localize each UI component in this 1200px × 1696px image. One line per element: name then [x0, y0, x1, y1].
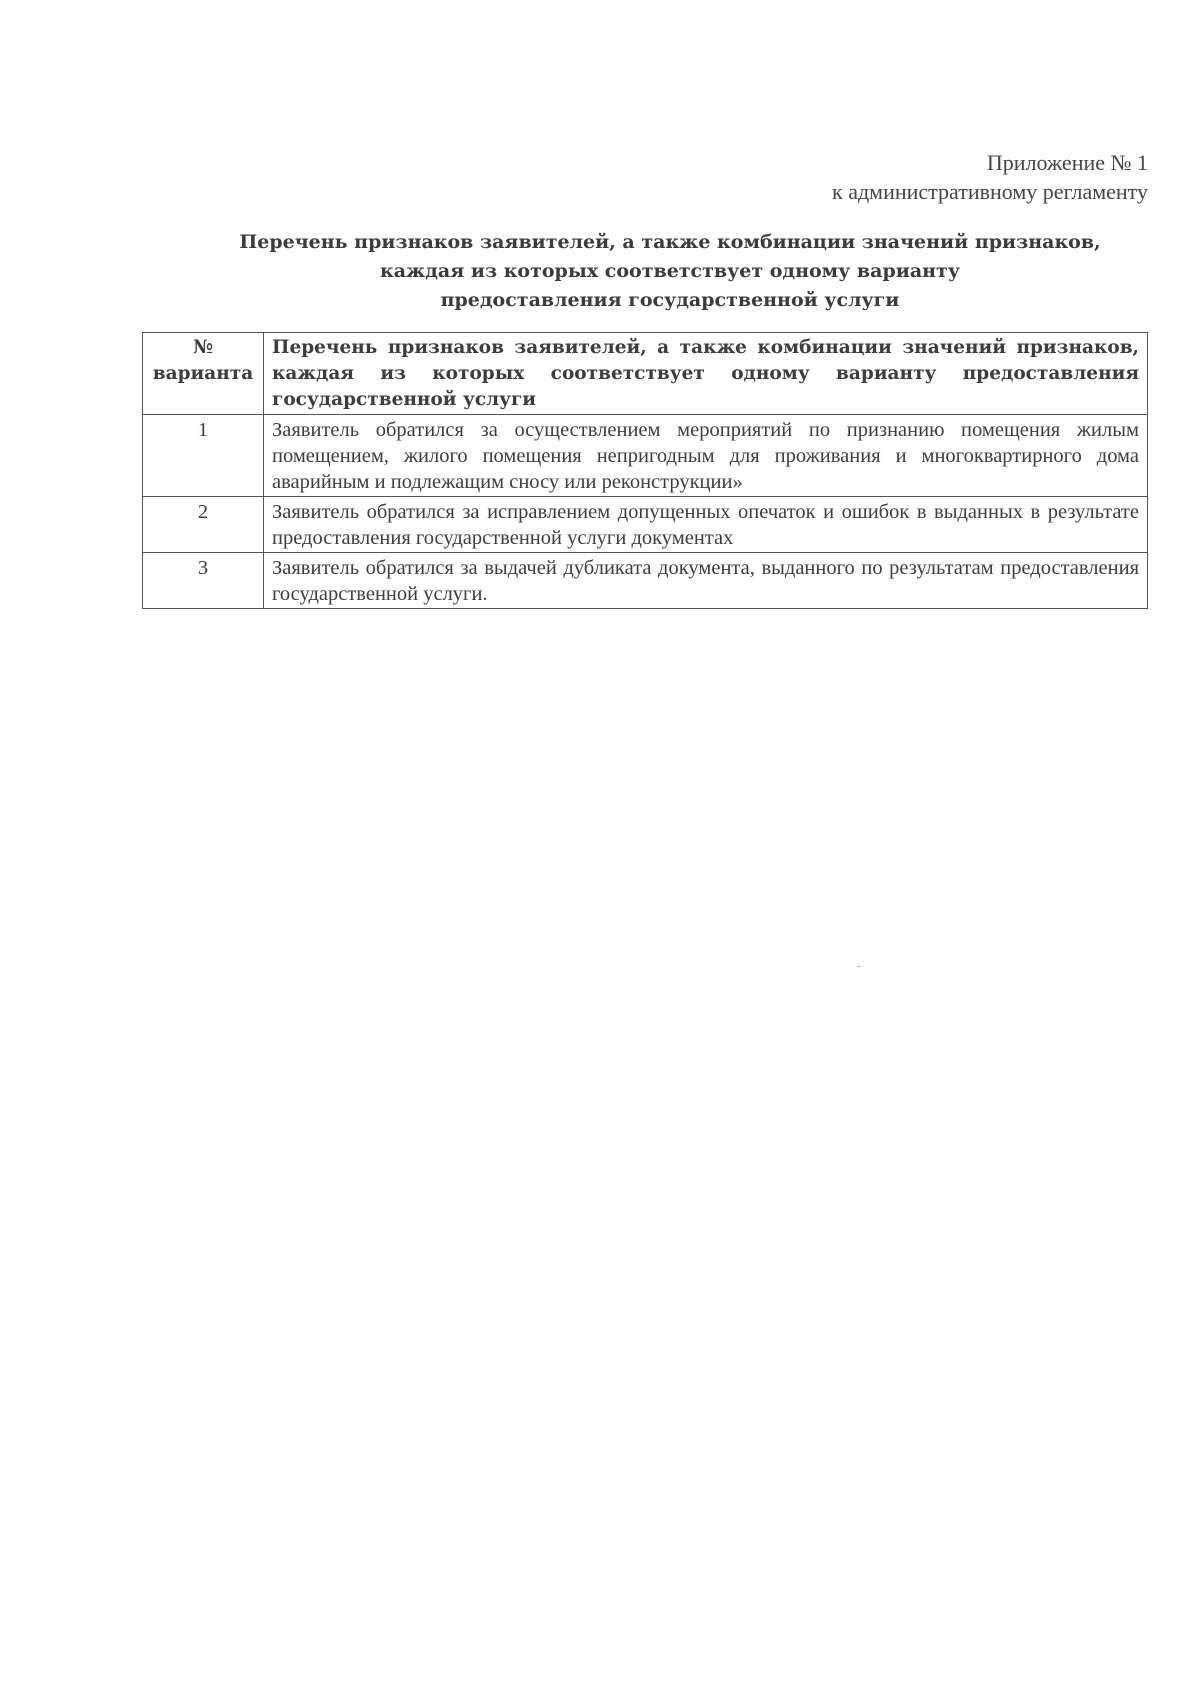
row-text: Заявитель обратился за осуществлением мероприятий по признанию помещения жилым помещением, жилого помещения непригодным для проживания и многоквартирного дома аварийным и подлежащим сносу или реконструкции»	[264, 415, 1148, 497]
scan-speck	[858, 966, 860, 967]
appendix-number: Приложение № 1	[986, 150, 1148, 175]
appendix-reference: к административному регламенту	[832, 179, 1148, 204]
row-text: Заявитель обратился за исправлением допущенных опечаток и ошибок в выданных в результате предоставления государственной услуги документах	[264, 497, 1148, 553]
table-row	[143, 553, 1148, 609]
header-variant-number	[143, 333, 264, 415]
header-criteria: Перечень признаков заявителей, а также комбинации значений признаков, каждая из которых соответствует одному варианту предоставления государственной услуги	[264, 333, 1148, 415]
header-num-word: варианта	[152, 363, 254, 384]
table-row	[143, 415, 1148, 497]
title-line-1: Перечень признаков заявителей, а также комбинации значений признаков,	[239, 231, 1101, 253]
row-number: 1	[143, 415, 264, 497]
table-row	[143, 497, 1148, 553]
row-number: 2	[143, 497, 264, 553]
appendix-label	[832, 148, 1148, 206]
document-title	[140, 228, 1200, 315]
table-header-row	[143, 333, 1148, 415]
variants-table	[142, 332, 1148, 609]
row-text: Заявитель обратился за выдачей дубликата документа, выданного по результатам предоставления государственной услуги.	[264, 553, 1148, 609]
row-number: 3	[143, 553, 264, 609]
title-line-3: предоставления государственной услуги	[440, 289, 900, 311]
header-num-symbol: №	[192, 337, 214, 358]
title-line-2: каждая из которых соответствует одному варианту	[380, 260, 960, 282]
